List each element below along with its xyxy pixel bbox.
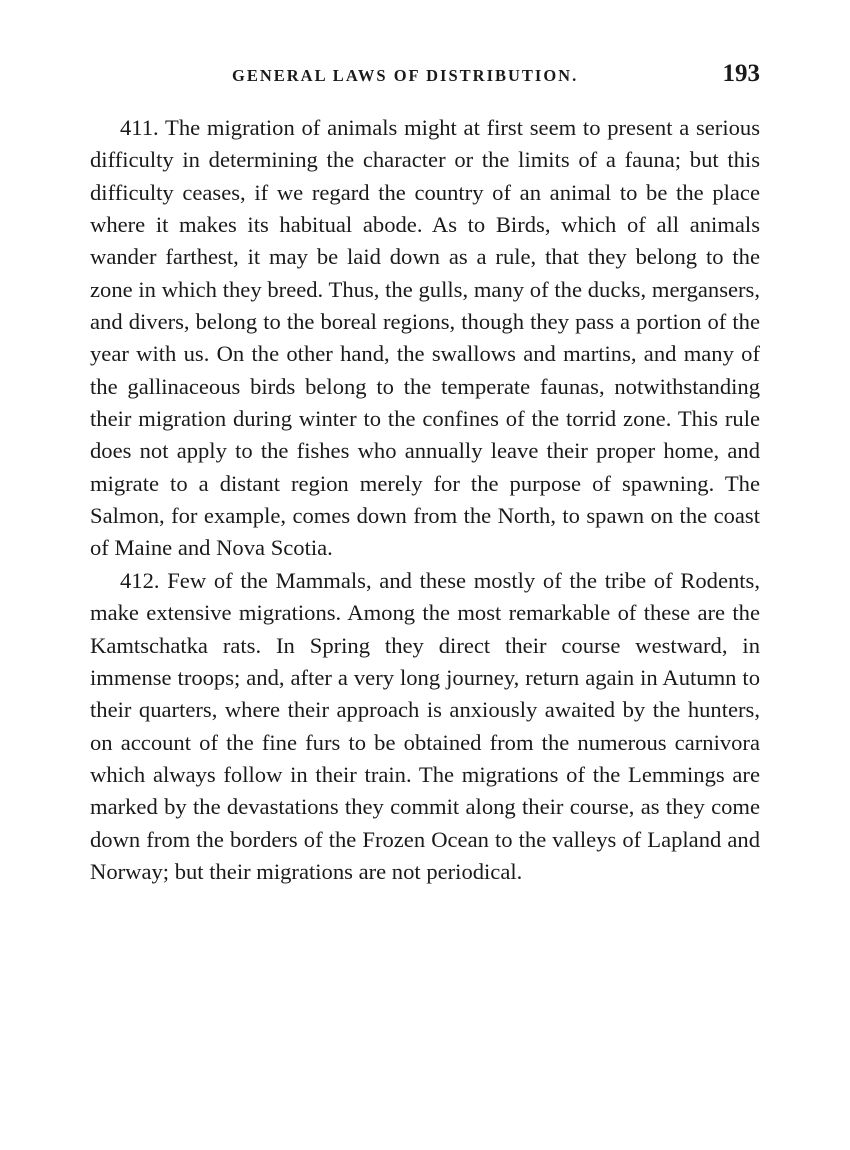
page-number: 193 bbox=[722, 60, 760, 87]
paragraph-411 bbox=[90, 112, 760, 565]
paragraph-text: Few of the Mammals, and these mostly of the tribe of Rodents, make extensive migrations. Among the most remarkable of these are the Kamtschatka rats. In Spring they direct their course westward, in immense troops; and, after a very long journey, return again in Autumn to their quarters, where their approach is anxiously awaited by the hunters, on account of the fine furs to be obtained from the numerous carnivora which always follow in their train. The migrations of the Lemmings are marked by the devastations they commit along their course, as they come down from the borders of the Frozen Ocean to the valleys of Lapland and Norway; but their migrations are not periodical. bbox=[90, 567, 760, 884]
running-title: GENERAL LAWS OF DISTRIBUTION. bbox=[232, 66, 579, 85]
paragraph-412 bbox=[90, 565, 760, 888]
paragraph-number: 412. bbox=[120, 567, 160, 593]
book-page bbox=[90, 58, 760, 888]
body-text bbox=[90, 112, 760, 888]
paragraph-number: 411. bbox=[120, 115, 159, 140]
paragraph-text: The migration of animals might at first seem to present a serious difficulty in determining the character or the limits of a fauna; but this difficulty ceases, if we regard the country of an animal to be the place where it makes its habitual abode. As to Birds, which of all animals wander farthest, it may be laid down as a rule, that they belong to the zone in which they breed. Thus, the gulls, many of the ducks, mergansers, and divers, belong to the boreal regions, though they pass a portion of the year with us. On the other hand, the swallows and martins, and many of the gallinaceous birds belong to the temperate faunas, notwithstanding their migration during winter to the confines of the torrid zone. This rule does not apply to the fishes who annually leave their proper home, and migrate to a distant region merely for the purpose of spawning. The Salmon, for example, comes down from the North, to spawn on the coast of Maine and Nova Scotia. bbox=[90, 115, 760, 561]
running-head bbox=[90, 58, 760, 94]
